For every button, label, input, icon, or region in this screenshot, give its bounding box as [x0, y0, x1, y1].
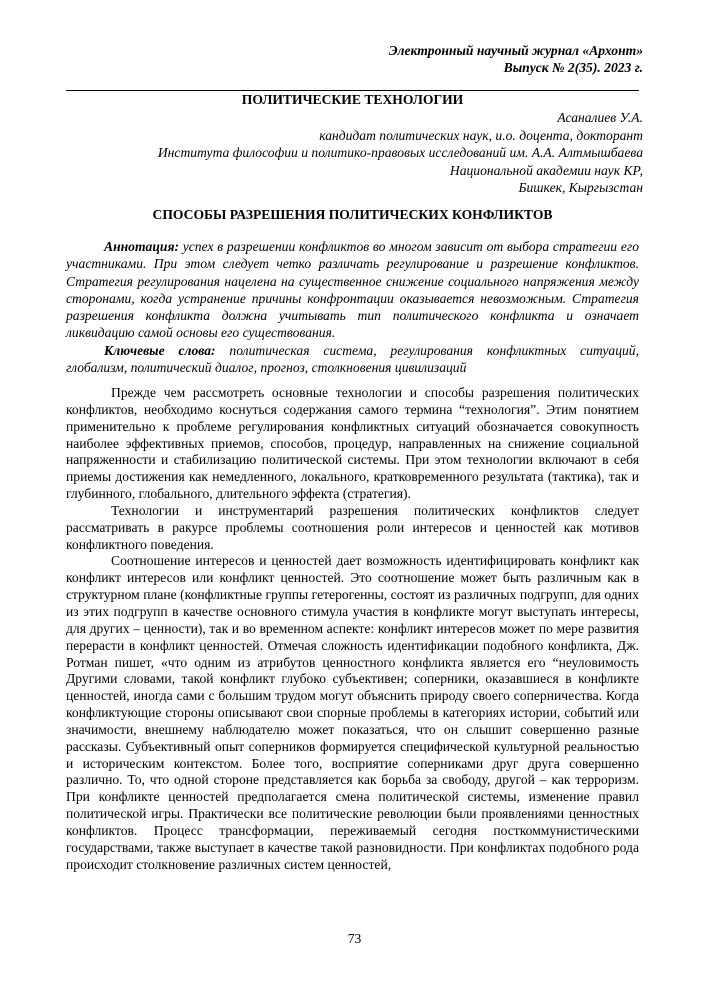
body-paragraph: Технологии и инструментарий разрешения политических конфликтов следует рассматривать в ракурсе проблемы соотношения роли интересов и ценностей как мотивов конфликтного поведения.: [66, 502, 639, 552]
keywords-label: Ключевые слова:: [104, 342, 216, 358]
abstract-paragraph: [66, 238, 639, 342]
running-header: [389, 42, 643, 76]
article-body: [66, 385, 639, 873]
abstract-text: успех в разрешении конфликтов во многом зависит от выбора стратегии его участниками. При этом следует четко различать регулирование и разрешение конфликтов. Стратегия регулирования нацелена на существенное снижение социального напряжения между сторонами, когда устранение причины конфронтации оказывается невозможным. Стратегия разрешения конфликта должна учитывать тип политического конфликта и означает ликвидацию самой основы его существования.: [66, 239, 639, 341]
section-heading: ПОЛИТИЧЕСКИЕ ТЕХНОЛОГИИ: [241, 92, 464, 107]
author-academy: Национальной академии наук КР,: [449, 162, 643, 178]
author-degree: кандидат политических наук, и.о. доцента, докторант: [319, 127, 643, 143]
abstract-block: [66, 238, 639, 376]
body-paragraph: Соотношение интересов и ценностей дает возможность идентифицировать конфликт как конфликт интересов или конфликт ценностей. Это соотношение может быть различным как в структурном плане (конфликтные группы гетерогенны, состоят из различных подгрупп, для одних из этих подгрупп в качестве основного стимула участия в конфликте могут выступать интересы, для других – ценности), так и во временном аспекте: конфликт интересов может по мере развития перерасти в конфликт ценностей. Отмечая сложность идентификации подобного конфликта, Дж. Ротман пишет, «что одним из атрибутов ценностного конфликта является его “неуловимость Другими словами, такой конфликт глубоко субъективен; соперники, оказавшиеся в конфликте ценностей, иногда сами с большим трудом могут объяснить природу своего соперничества. Когда конфликтующие стороны описывают свои спорные проблемы в категориях истории, событий или значимости, внешнему наблюдателю может показаться, что он слышит совершенно разные рассказы. Субъективный опыт соперников формируется специфической культурной реальностью и историческим контекстом. Более того, восприятие соперниками друг друга совершенно различно. То, что одной стороне представляется как борьба за свободу, другой – как терроризм. При конфликте ценностей предполагается смена политической системы, изменение правил политической игры. Практически все политические революции были проявлениями ценностных конфликтов. Процесс трансформации, переживаемый сегодня посткоммунистическими государствами, также выступает в качестве такой разновидности. При конфликтах подобного рода происходит столкновение различных систем ценностей,: [66, 553, 639, 872]
author-name: Асаналиев У.А.: [557, 110, 643, 125]
header-divider: [66, 90, 639, 91]
keywords-paragraph: [66, 342, 639, 377]
keywords-text: политическая система, регулирования конфликтных ситуаций, глобализм, политический диалог, прогноз, столкновения цивилизаций: [66, 342, 639, 376]
author-city: Бишкек, Кыргызстан: [518, 180, 643, 196]
journal-name: Электронный научный журнал «Архонт»: [388, 43, 643, 58]
author-institute: Института философии и политико-правовых исследований им. А.А. Алтмышбаева: [157, 145, 643, 161]
abstract-label: Аннотация:: [104, 239, 179, 254]
article-title: СПОСОБЫ РАЗРЕШЕНИЯ ПОЛИТИЧЕСКИХ КОНФЛИКТОВ: [152, 207, 553, 222]
page-number: 73: [347, 931, 362, 946]
body-paragraph: Прежде чем рассмотреть основные технологии и способы разрешения политических конфликтов, необходимо коснуться содержания самого термина “технология”. Этим понятием применительно к проблеме регулирования конфликтных ситуаций обозначается совокупность наиболее эффективных приемов, способов, процедур, направленных на снижение социальной напряженности и стабилизацию политической системы. При этом технологии включают в себя приемы достижения как немедленного, локального, кратковременного результата (тактика), так и глубинного, глобального, длительного эффекта (стратегия).: [66, 385, 639, 502]
author-block: [83, 109, 643, 197]
issue-info: Выпуск № 2(35). 2023 г.: [503, 60, 643, 75]
